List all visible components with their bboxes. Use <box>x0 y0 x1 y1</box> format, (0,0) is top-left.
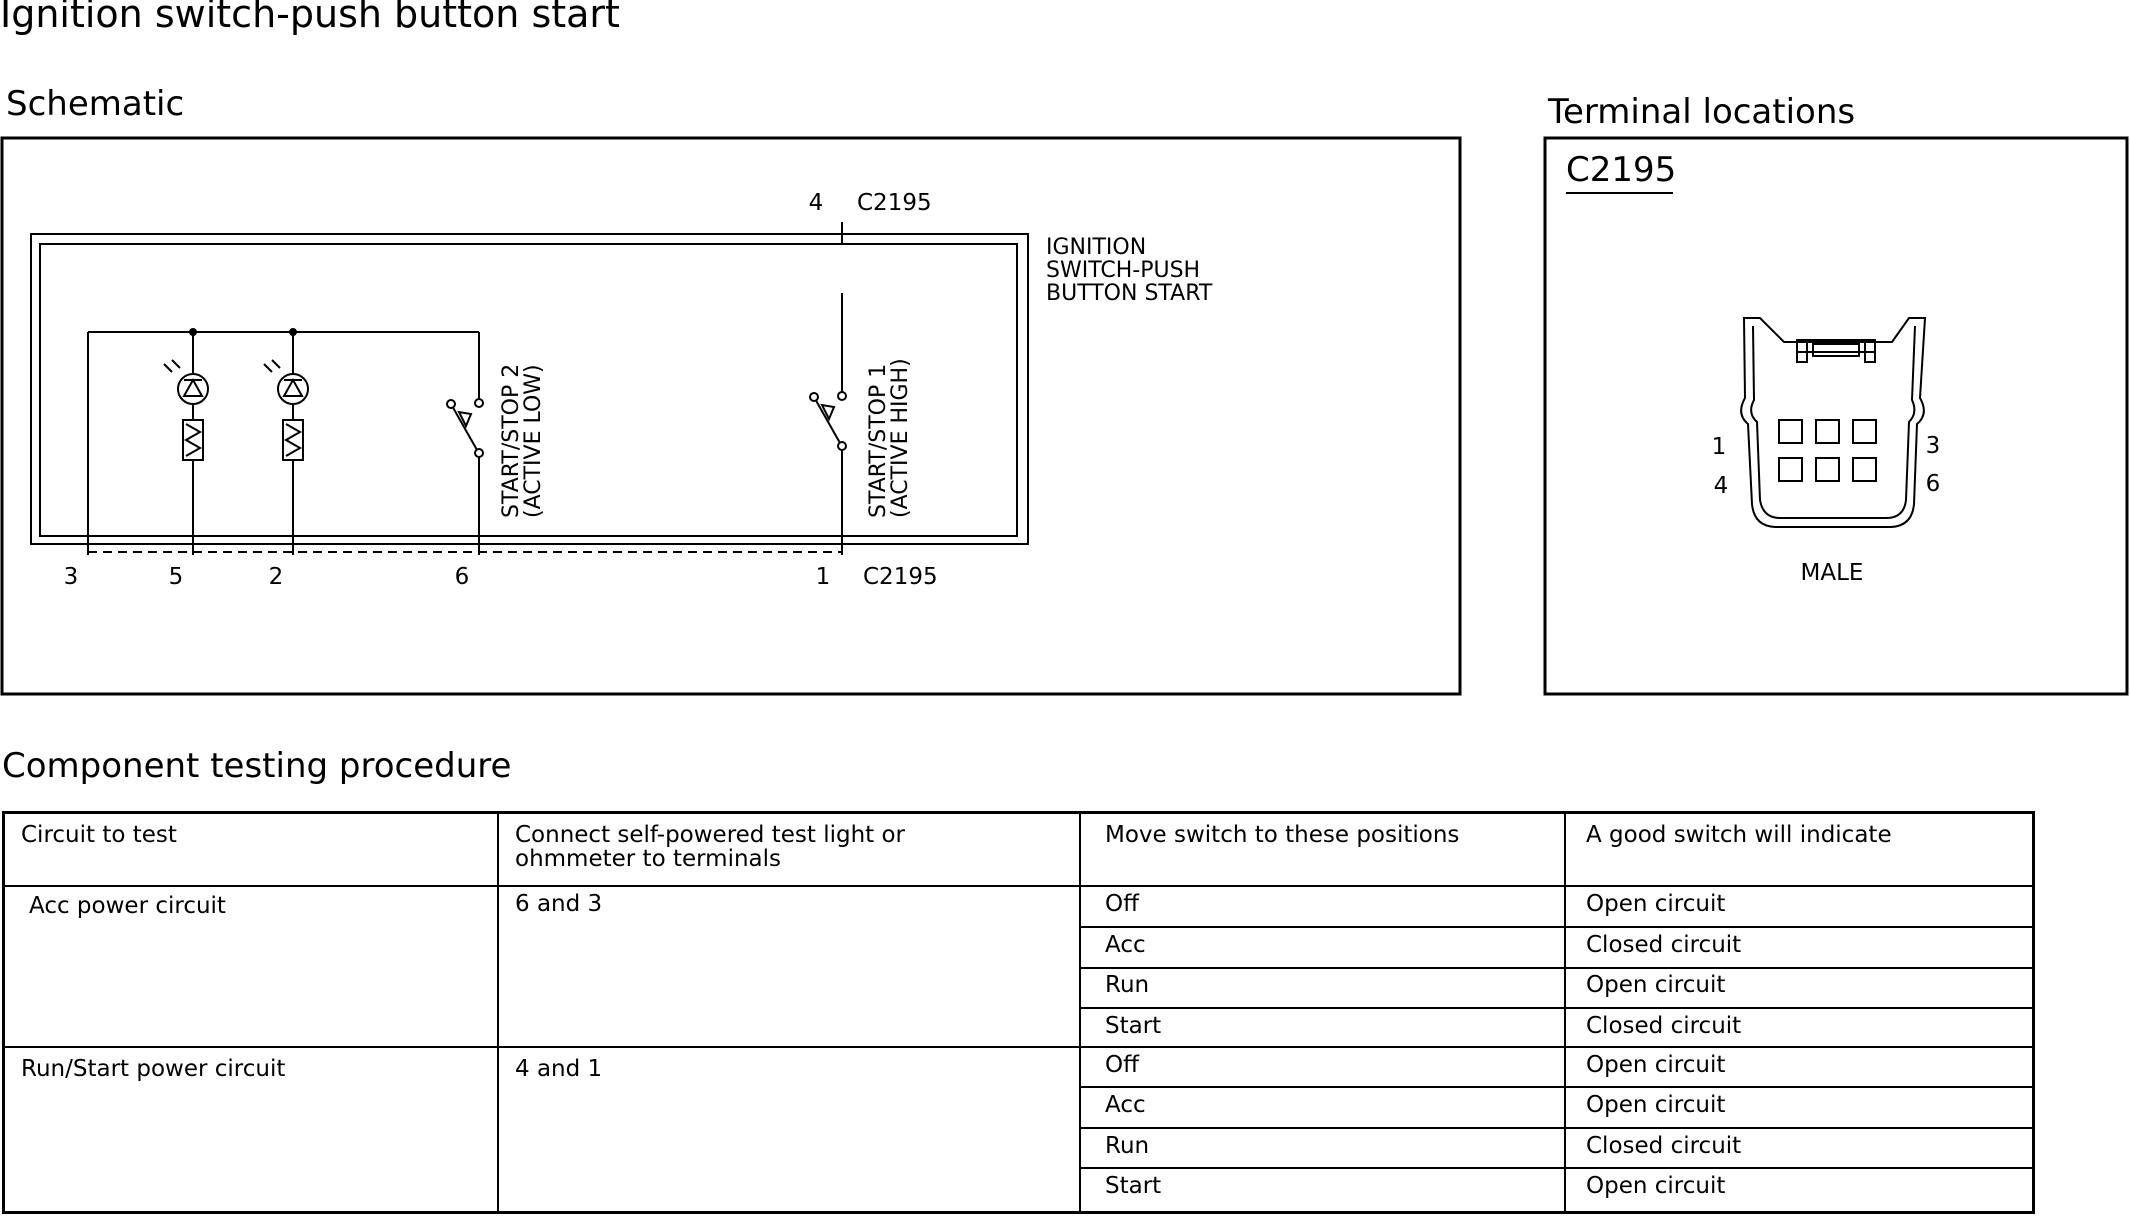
expected-result: Open circuit <box>1586 1092 1726 1118</box>
terminal-frame <box>1545 138 2127 694</box>
terminal-pin-label-4: 4 <box>1713 473 1729 499</box>
pin-cavity <box>1853 420 1876 443</box>
group-divider <box>5 1046 2032 1048</box>
terminal-pin-label-1: 1 <box>1711 434 1727 460</box>
column-divider <box>1079 814 1081 1211</box>
expected-result: Closed circuit <box>1586 1013 1742 1039</box>
switch-position: Run <box>1105 972 1150 998</box>
header-terminals-line-1: Connect self-powered test light or <box>515 822 906 848</box>
row-divider <box>1079 967 2032 969</box>
resistor-icon <box>283 420 303 460</box>
component-label-line-3: BUTTON START <box>1046 281 1213 306</box>
component-label-line-1: IGNITION <box>1046 235 1147 260</box>
pin-cavity <box>1853 458 1876 481</box>
switch-position: Acc <box>1105 1092 1146 1118</box>
pin-cavity <box>1816 458 1839 481</box>
component-label <box>1046 235 1213 306</box>
switch-2-label-line-2: (ACTIVE LOW) <box>521 364 546 518</box>
switch-position: Off <box>1105 891 1139 917</box>
terminal-pin-label-6: 6 <box>1925 471 1941 497</box>
connector-top-name: C2195 <box>857 190 932 216</box>
switch-position: Off <box>1105 1052 1139 1078</box>
switch-position: Run <box>1105 1133 1150 1159</box>
header-divider <box>5 885 2032 887</box>
bottom-pin-5: 5 <box>168 564 184 590</box>
circuit-name: Acc power circuit <box>29 893 226 919</box>
header-terminals-line-2: ohmmeter to terminals <box>515 846 782 872</box>
expected-result: Closed circuit <box>1586 1133 1742 1159</box>
switch-position: Start <box>1105 1013 1162 1039</box>
column-divider <box>497 814 499 1211</box>
header-result: A good switch will indicate <box>1586 822 1892 848</box>
row-divider <box>1079 1007 2032 1009</box>
resistor-icon <box>183 420 203 460</box>
switch-2-label-line-1: START/STOP 2 <box>499 363 524 518</box>
switch-1-label <box>866 357 913 518</box>
component-label-line-2: SWITCH-PUSH <box>1046 258 1201 283</box>
row-divider <box>1079 1086 2032 1088</box>
expected-result: Open circuit <box>1586 1173 1726 1199</box>
terminals-value: 4 and 1 <box>515 1056 603 1082</box>
led-icon <box>264 360 308 404</box>
expected-result: Closed circuit <box>1586 932 1742 958</box>
switch-2-label <box>499 357 546 518</box>
expected-result: Open circuit <box>1586 972 1726 998</box>
junction-dot <box>189 328 197 336</box>
circuit-name: Run/Start power circuit <box>21 1056 286 1082</box>
switch-start-stop-1-icon <box>810 392 846 450</box>
switch-position: Acc <box>1105 932 1146 958</box>
terminals-value: 6 and 3 <box>515 891 603 917</box>
page-title: Ignition switch-push button start <box>0 0 620 36</box>
bottom-pin-3: 3 <box>63 564 79 590</box>
expected-result: Open circuit <box>1586 1052 1726 1078</box>
connector-pin-cavities <box>1779 420 1876 481</box>
testing-table <box>2 811 2035 1214</box>
led-icon <box>164 360 208 404</box>
component-testing-heading: Component testing procedure <box>2 746 512 786</box>
pin-cavity <box>1816 420 1839 443</box>
header-positions: Move switch to these positions <box>1105 822 1460 848</box>
switch-1-label-line-2: (ACTIVE HIGH) <box>888 358 913 518</box>
bottom-pin-2: 2 <box>268 564 284 590</box>
row-divider <box>1079 1127 2032 1129</box>
pin-cavity <box>1779 420 1802 443</box>
schematic-heading: Schematic <box>6 84 185 124</box>
bottom-pin-6: 6 <box>454 564 470 590</box>
switch-start-stop-2-icon <box>447 399 483 457</box>
column-divider <box>1564 814 1566 1211</box>
switch-1-label-line-1: START/STOP 1 <box>866 363 891 518</box>
terminal-pin-label-3: 3 <box>1925 433 1941 459</box>
junction-dot <box>289 328 297 336</box>
bottom-pin-1: 1 <box>815 564 831 590</box>
row-divider <box>1079 1167 2032 1169</box>
connector-bottom-name: C2195 <box>863 564 938 590</box>
pin-cavity <box>1779 458 1802 481</box>
connector-top-pin: 4 <box>808 190 824 216</box>
switch-position: Start <box>1105 1173 1162 1199</box>
terminal-locations-heading: Terminal locations <box>1548 92 1856 132</box>
connector-gender-label: MALE <box>1800 560 1864 586</box>
terminal-connector-name: C2195 <box>1566 150 1677 190</box>
header-circuit: Circuit to test <box>21 822 177 848</box>
row-divider <box>1079 926 2032 928</box>
expected-result: Open circuit <box>1586 891 1726 917</box>
schematic-frame <box>2 138 1460 694</box>
